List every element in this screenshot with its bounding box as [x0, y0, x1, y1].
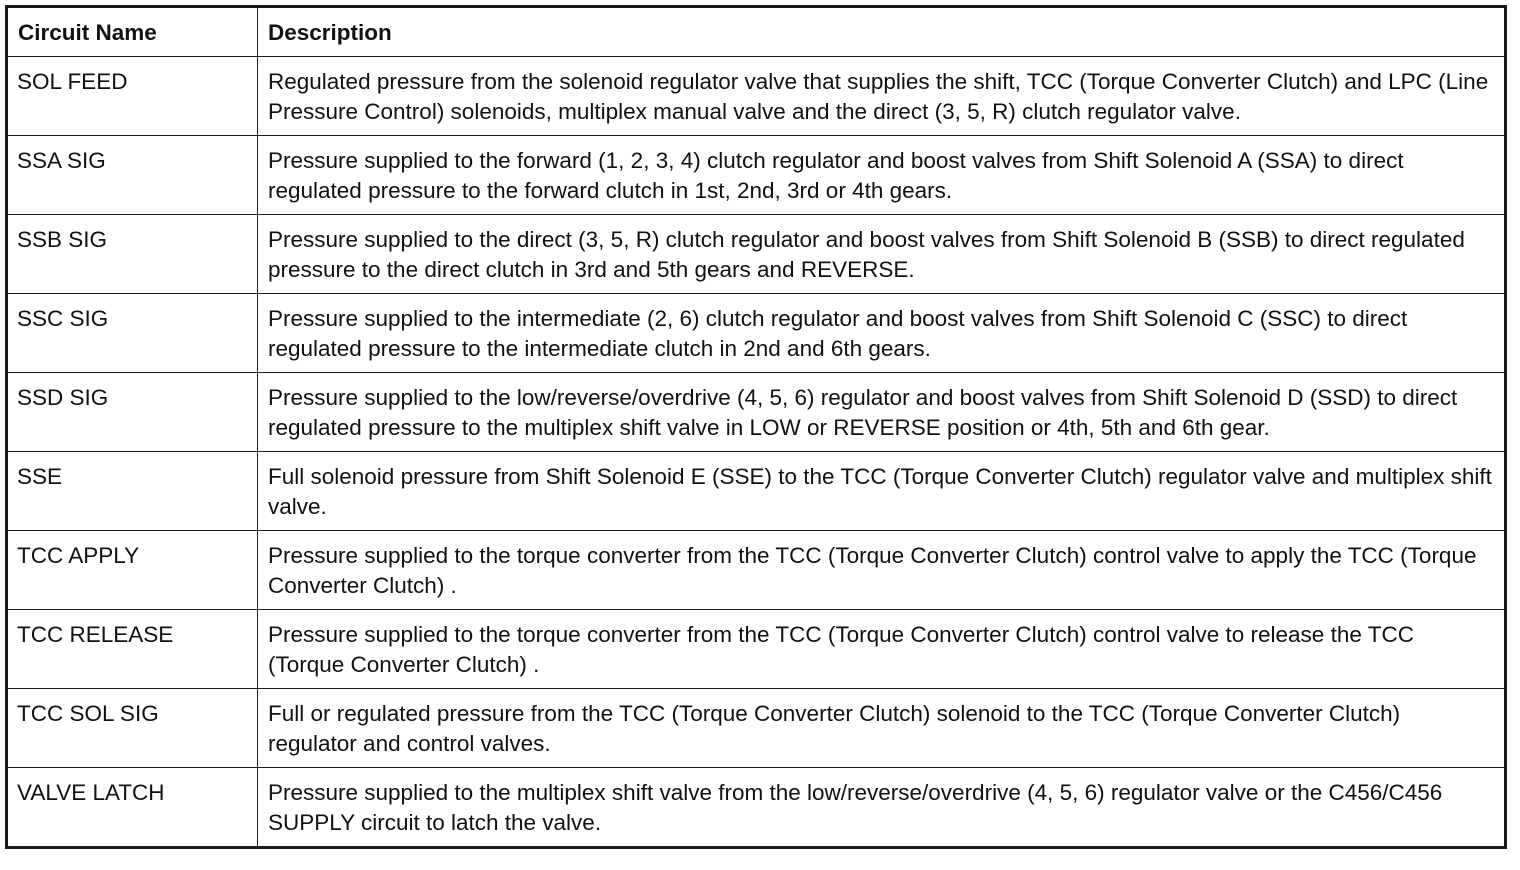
- circuit-name-cell: SSE: [7, 452, 258, 531]
- description-cell: Pressure supplied to the direct (3, 5, R) clutch regulator and boost valves from Shift Solenoid B (SSB) to direct regulated pressure to the direct clutch in 3rd and 5th gears and REVERSE.: [258, 215, 1506, 294]
- table-row: [7, 452, 1506, 531]
- circuit-name-cell: TCC SOL SIG: [7, 689, 258, 768]
- circuit-name-cell: TCC APPLY: [7, 531, 258, 610]
- table-row: [7, 689, 1506, 768]
- description-cell: Pressure supplied to the low/reverse/overdrive (4, 5, 6) regulator and boost valves from Shift Solenoid D (SSD) to direct regulated pressure to the multiplex shift valve in LOW or REVERSE position or 4th, 5th and 6th gear.: [258, 373, 1506, 452]
- description-cell: Pressure supplied to the multiplex shift valve from the low/reverse/overdrive (4, 5, 6) regulator valve or the C456/C456 SUPPLY circuit to latch the valve.: [258, 768, 1506, 848]
- table-row: [7, 294, 1506, 373]
- description-cell: Pressure supplied to the torque converter from the TCC (Torque Converter Clutch) control valve to apply the TCC (Torque Converter Clutch) .: [258, 531, 1506, 610]
- circuit-name-cell: SOL FEED: [7, 57, 258, 136]
- description-cell: Full or regulated pressure from the TCC (Torque Converter Clutch) solenoid to the TCC (Torque Converter Clutch) regulator and control valves.: [258, 689, 1506, 768]
- table-row: [7, 136, 1506, 215]
- circuit-name-cell: SSB SIG: [7, 215, 258, 294]
- circuit-description-table: [5, 5, 1507, 849]
- description-cell: Regulated pressure from the solenoid regulator valve that supplies the shift, TCC (Torque Converter Clutch) and LPC (Line Pressure Control) solenoids, multiplex manual valve and the direct (3, 5, R) clutch regulator valve.: [258, 57, 1506, 136]
- description-cell: Full solenoid pressure from Shift Solenoid E (SSE) to the TCC (Torque Converter Clutch) regulator valve and multiplex shift valve.: [258, 452, 1506, 531]
- circuit-name-cell: SSC SIG: [7, 294, 258, 373]
- circuit-name-cell: VALVE LATCH: [7, 768, 258, 848]
- description-cell: Pressure supplied to the intermediate (2, 6) clutch regulator and boost valves from Shift Solenoid C (SSC) to direct regulated pressure to the intermediate clutch in 2nd and 6th gears.: [258, 294, 1506, 373]
- circuit-name-cell: SSD SIG: [7, 373, 258, 452]
- table-row: [7, 610, 1506, 689]
- description-cell: Pressure supplied to the torque converter from the TCC (Torque Converter Clutch) control valve to release the TCC (Torque Converter Clutch) .: [258, 610, 1506, 689]
- description-cell: Pressure supplied to the forward (1, 2, 3, 4) clutch regulator and boost valves from Shift Solenoid A (SSA) to direct regulated pressure to the forward clutch in 1st, 2nd, 3rd or 4th gears.: [258, 136, 1506, 215]
- circuit-name-cell: SSA SIG: [7, 136, 258, 215]
- table-header-row: [7, 7, 1506, 57]
- table-row: [7, 215, 1506, 294]
- table-row: [7, 373, 1506, 452]
- column-header-circuit-name: Circuit Name: [7, 7, 258, 57]
- table-row: [7, 57, 1506, 136]
- table-row: [7, 768, 1506, 848]
- circuit-name-cell: TCC RELEASE: [7, 610, 258, 689]
- column-header-description: Description: [258, 7, 1506, 57]
- table-row: [7, 531, 1506, 610]
